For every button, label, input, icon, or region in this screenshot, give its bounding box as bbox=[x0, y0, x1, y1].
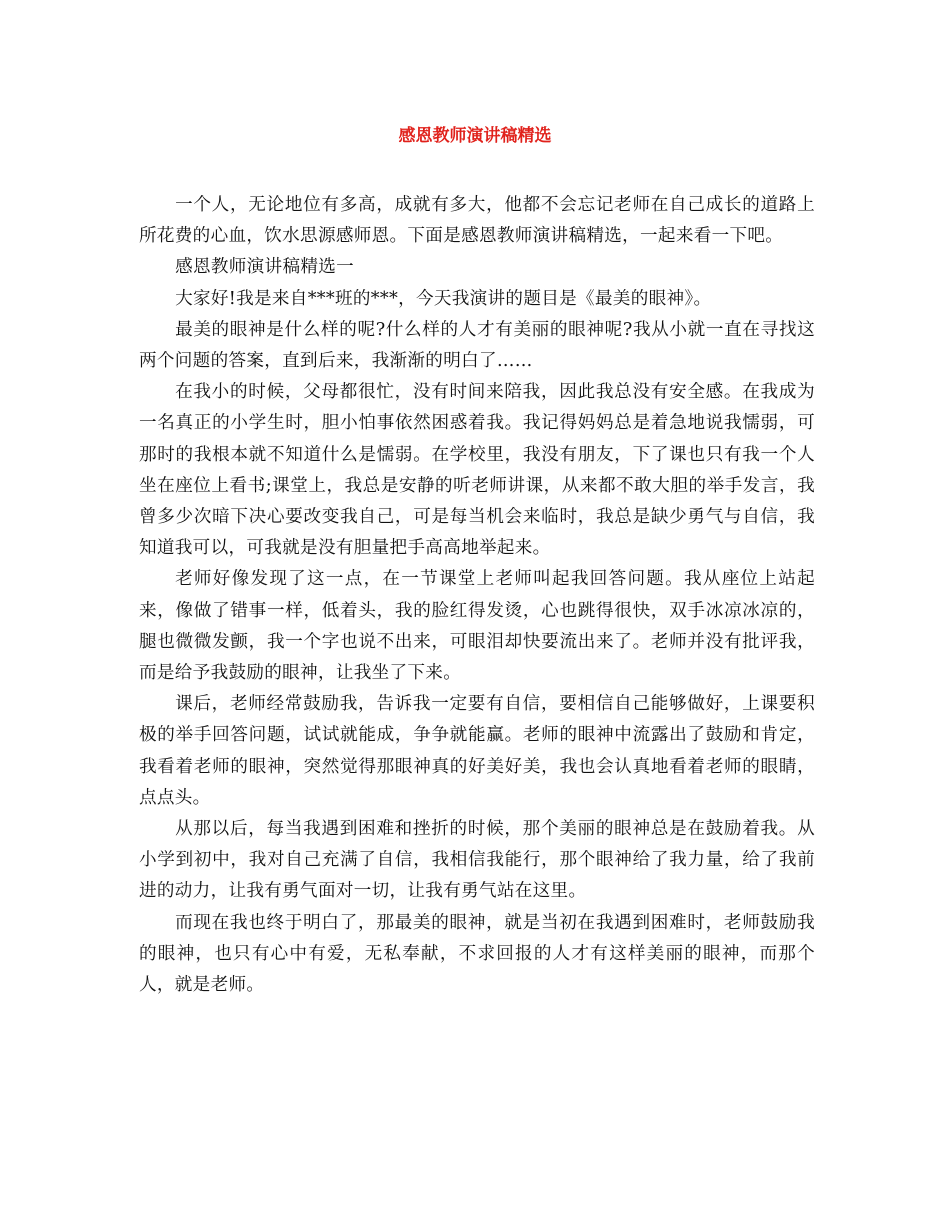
paragraph-greeting: 大家好!我是来自***班的***，今天我演讲的题目是《最美的眼神》。 bbox=[175, 288, 712, 309]
paragraph: 课后，老师经常鼓励我，告诉我一定要有自信，要相信自己能够做好，上课要积极的举手回答问题，试试就能成，争争就能赢。老师的眼神中流露出了鼓励和肯定，我看着老师的眼神，突然觉得那眼神真的好美好美，我也会认真地看着老师的眼睛，点点头。 bbox=[139, 694, 815, 808]
paragraph-intro: 一个人，无论地位有多高，成就有多大，他都不会忘记老师在自己成长的道路上所花费的心血，饮水思源感师恩。下面是感恩教师演讲稿精选，一起来看一下吧。 bbox=[139, 195, 815, 247]
document-body bbox=[139, 190, 815, 1001]
section-heading: 感恩教师演讲稿精选一 bbox=[175, 257, 355, 278]
paragraph: 老师好像发现了这一点，在一节课堂上老师叫起我回答问题。我从座位上站起来，像做了错事一样，低着头，我的脸红得发烫，心也跳得很快，双手冰凉冰凉的，腿也微微发颤，我一个字也说不出来，可眼泪却快要流出来了。老师并没有批评我，而是给予我鼓励的眼神，让我坐了下来。 bbox=[139, 569, 815, 684]
paragraph: 最美的眼神是什么样的呢?什么样的人才有美丽的眼神呢?我从小就一直在寻找这两个问题的答案，直到后来，我渐渐的明白了…… bbox=[139, 319, 815, 372]
paragraph: 从那以后，每当我遇到困难和挫折的时候，那个美丽的眼神总是在鼓励着我。从小学到初中，我对自己充满了自信，我相信我能行，那个眼神给了我力量，给了我前进的动力，让我有勇气面对一切，让我有勇气站在这里。 bbox=[139, 819, 815, 902]
document-title: 感恩教师演讲稿精选 bbox=[398, 126, 552, 146]
paragraph: 在我小的时候，父母都很忙，没有时间来陪我，因此我总没有安全感。在我成为一名真正的小学生时，胆小怕事依然困惑着我。我记得妈妈总是着急地说我懦弱，可那时的我根本就不知道什么是懦弱。在学校里，我没有朋友，下了课也只有我一个人坐在座位上看书;课堂上，我总是安静的听老师讲课，从来都不敢大胆的举手发言，我曾多少次暗下决心要改变我自己，可是每当机会来临时，我总是缺少勇气与自信，我知道我可以，可我就是没有胆量把手高高地举起来。 bbox=[139, 382, 815, 559]
paragraph: 而现在我也终于明白了，那最美的眼神，就是当初在我遇到困难时，老师鼓励我的眼神，也只有心中有爱，无私奉献，不求回报的人才有这样美丽的眼神，而那个人，就是老师。 bbox=[139, 912, 815, 996]
